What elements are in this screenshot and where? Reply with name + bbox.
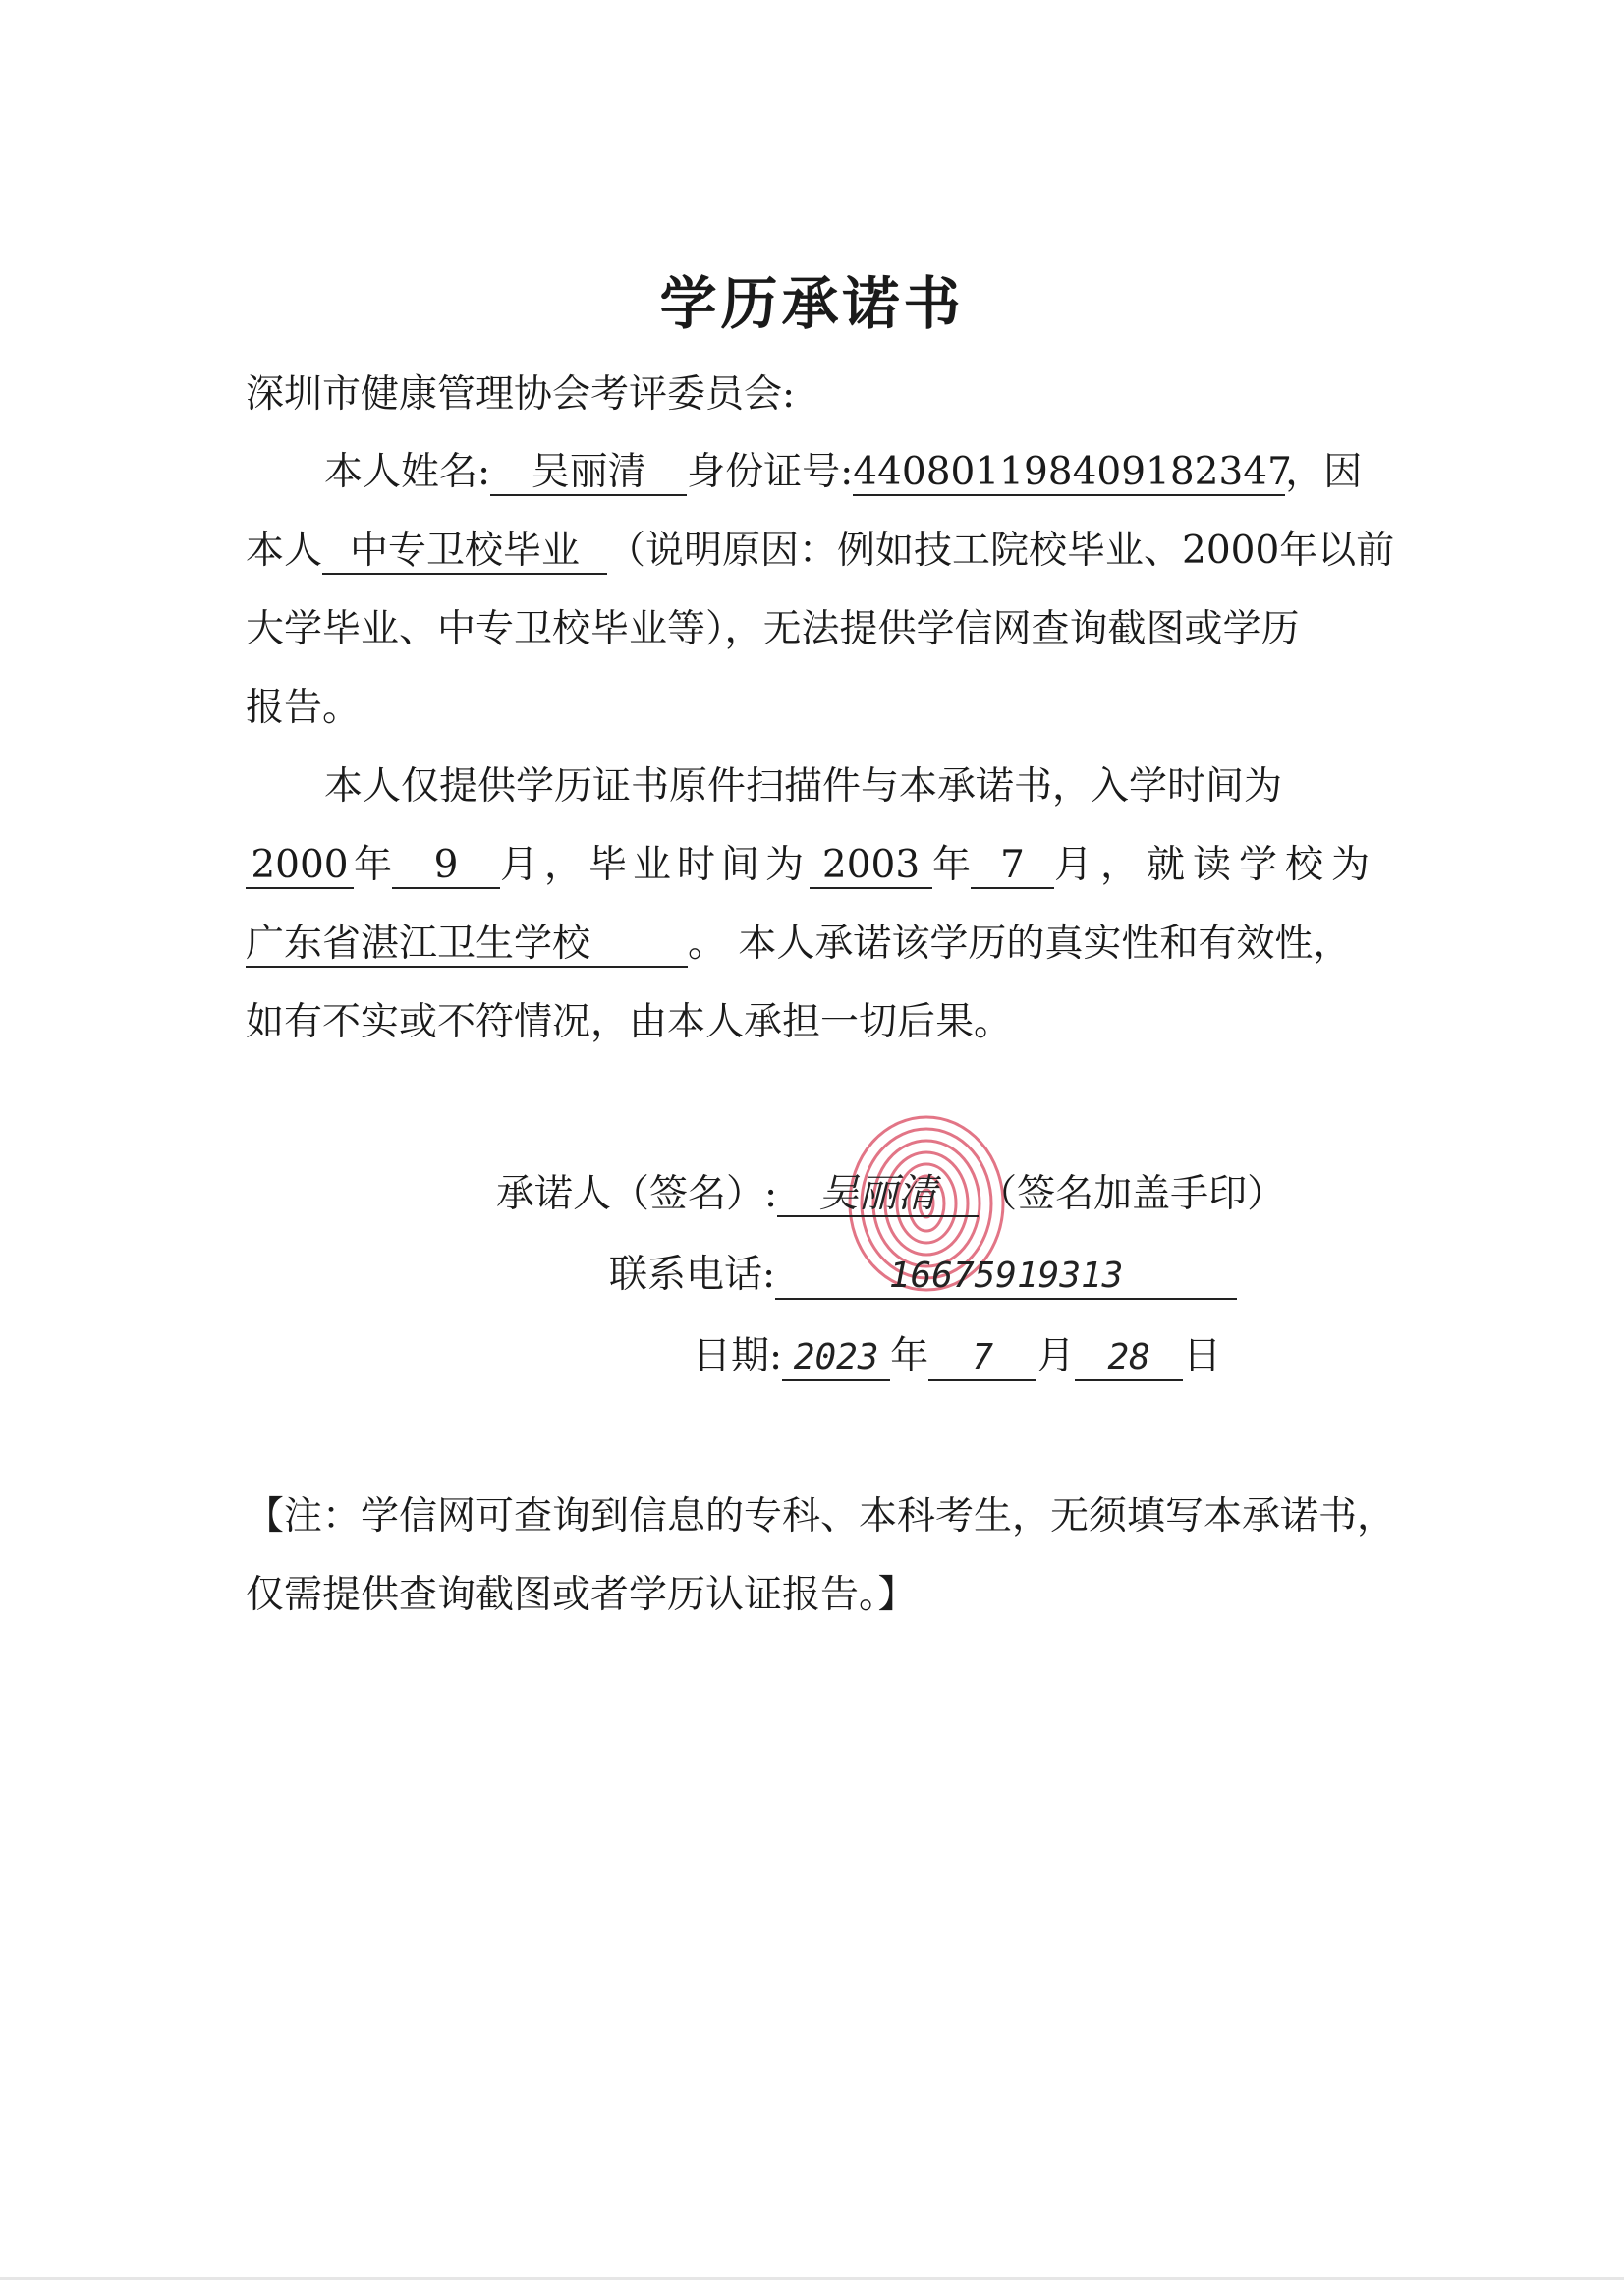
date-day: 28 (1075, 1336, 1183, 1381)
date-year-char: 年 (890, 1334, 929, 1378)
id-after: ，因 (1285, 450, 1363, 494)
enroll-month-field: 9 (392, 844, 500, 889)
date-month-char: 月 (1036, 1334, 1076, 1378)
grad-year-field: 2003 (810, 844, 932, 889)
phone-line (609, 1250, 1237, 1301)
phone-label: 联系电话: (609, 1253, 776, 1297)
grad-month-field: 7 (971, 844, 1054, 889)
note-line1: 【注：学信网可查询到信息的专科、本科考生，无须填写本承诺书， (246, 1494, 1396, 1539)
id-field: 440801198409182347 (853, 450, 1292, 494)
para2-line4: 如有不实或不符情况，由本人承担一切后果。 (246, 1000, 1013, 1044)
scan-edge (0, 2277, 1624, 2280)
para2-line1: 本人仅提供学历证书原件扫描件与本承诺书，入学时间为 (324, 764, 1283, 809)
para1-line3: 大学毕业、中专卫校毕业等），无法提供学信网查询截图或学历 (246, 607, 1300, 651)
para2-line2 (246, 840, 1377, 891)
date-month: 7 (928, 1336, 1036, 1381)
enroll-year-field: 2000 (246, 844, 354, 889)
school-text: 月，就读学校为 (1054, 843, 1378, 887)
id-label: 身份证号: (687, 450, 854, 494)
reason-prefix: 本人 (246, 529, 323, 573)
reason-field: 中专卫校毕业 (322, 530, 607, 575)
enroll-year-char: 年 (354, 843, 393, 887)
signer-hint: （签名加盖手印） (979, 1172, 1286, 1216)
note-line2: 仅需提供查询截图或者学历认证报告。】 (246, 1573, 917, 1617)
name-label: 本人姓名: (324, 450, 491, 494)
para1-line4: 报告。 (246, 686, 362, 730)
document-title: 学历承诺书 (659, 270, 965, 337)
phone-field: 16675919313 (775, 1255, 1237, 1300)
grad-time-text: 月，毕业时间为 (500, 843, 811, 887)
signer-line (496, 1169, 1285, 1220)
school-after: 。 本人承诺该学历的真实性和有效性， (688, 922, 1352, 966)
name-field: 吴丽清 (490, 451, 687, 496)
salutation: 深圳市健康管理协会考评委员会: (246, 372, 796, 417)
reason-rest: （说明原因：例如技工院校毕业、2000年以前 (607, 529, 1395, 573)
date-label: 日期: (693, 1334, 783, 1378)
grad-year-char: 年 (932, 843, 972, 887)
date-year: 2023 (782, 1336, 890, 1381)
para2-line3 (246, 919, 1351, 970)
date-day-char: 日 (1183, 1334, 1222, 1378)
para1-line2 (246, 526, 1394, 577)
signer-label: 承诺人（签名）: (496, 1172, 778, 1216)
school-field: 广东省湛江卫生学校 (246, 923, 688, 968)
date-line (693, 1331, 1221, 1382)
para1-line1 (324, 447, 1362, 498)
signer-signature: 吴丽清 (777, 1172, 979, 1217)
